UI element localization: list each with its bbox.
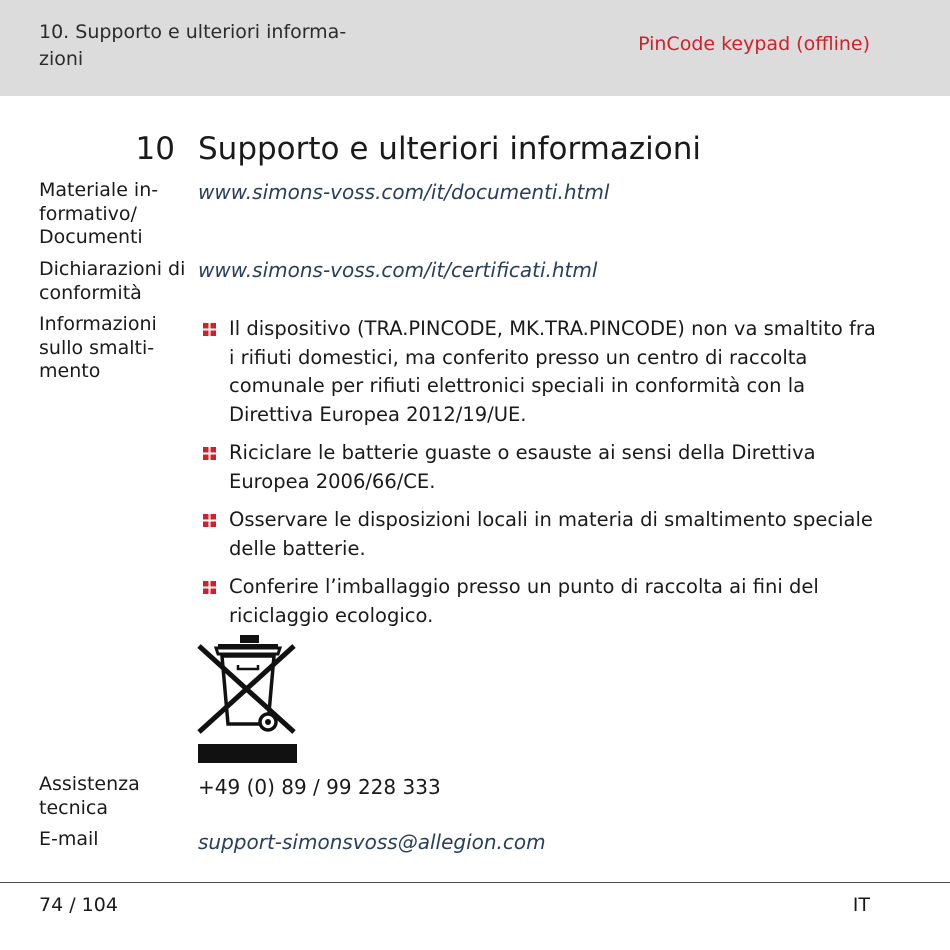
support-phone: +49 (0) 89 / 99 228 333	[198, 775, 441, 799]
disposal-bullet	[200, 315, 880, 429]
disposal-bullet	[200, 439, 880, 496]
conformity-label: Dichiarazioni di conformità	[39, 258, 186, 304]
bullet-square-icon	[203, 514, 216, 527]
email-label: E-mail	[39, 828, 99, 850]
disposal-bullet-text: Osservare le disposizioni locali in materia di smaltimento speciale delle batterie.	[229, 508, 873, 560]
chapter-number: 10	[135, 131, 175, 167]
disposal-bullet	[200, 573, 880, 630]
header-product-name: PinCode keypad (offline)	[638, 33, 870, 55]
chapter-title: Supporto e ulteriori informazioni	[198, 131, 701, 167]
disposal-bullet-list	[200, 315, 880, 640]
footer-divider	[0, 882, 950, 883]
crossed-out-wheelie-bin-icon	[196, 632, 299, 764]
disposal-label: Informazioni sullo smalti-mento	[39, 313, 157, 382]
header-section-title: 10. Supporto e ulteriori informa-zioni	[39, 21, 347, 70]
disposal-bullet-text: Il dispositivo (TRA.PINCODE, MK.TRA.PINCODE) non va smaltito fra i rifiuti domestici, ma conferito presso un centro di raccolta comunale per rifiuti elettronici speciali in conformità con la Direttiva Europea 2012/19/UE.	[229, 317, 876, 426]
page-header	[0, 0, 950, 96]
disposal-bullet	[200, 506, 880, 563]
disposal-bullet-text: Conferire l’imballaggio presso un punto di raccolta ai fini del riciclaggio ecologico.	[229, 575, 819, 627]
page-number: 74 / 104	[39, 894, 118, 916]
bullet-square-icon	[203, 447, 216, 460]
documents-link[interactable]: www.simons-voss.com/it/documenti.html	[198, 180, 610, 204]
bullet-square-icon	[203, 323, 216, 336]
bullet-square-icon	[203, 581, 216, 594]
conformity-link[interactable]: www.simons-voss.com/it/certificati.html	[198, 258, 598, 282]
disposal-bullet-text: Riciclare le batterie guaste o esauste ai sensi della Direttiva Europea 2006/66/CE.	[229, 441, 816, 493]
language-code: IT	[852, 894, 870, 916]
support-email-link[interactable]: support-simonsvoss@allegion.com	[198, 830, 546, 854]
support-label: Assistenza tecnica	[39, 773, 140, 819]
documents-label: Materiale in-formativo/ Documenti	[39, 179, 159, 248]
